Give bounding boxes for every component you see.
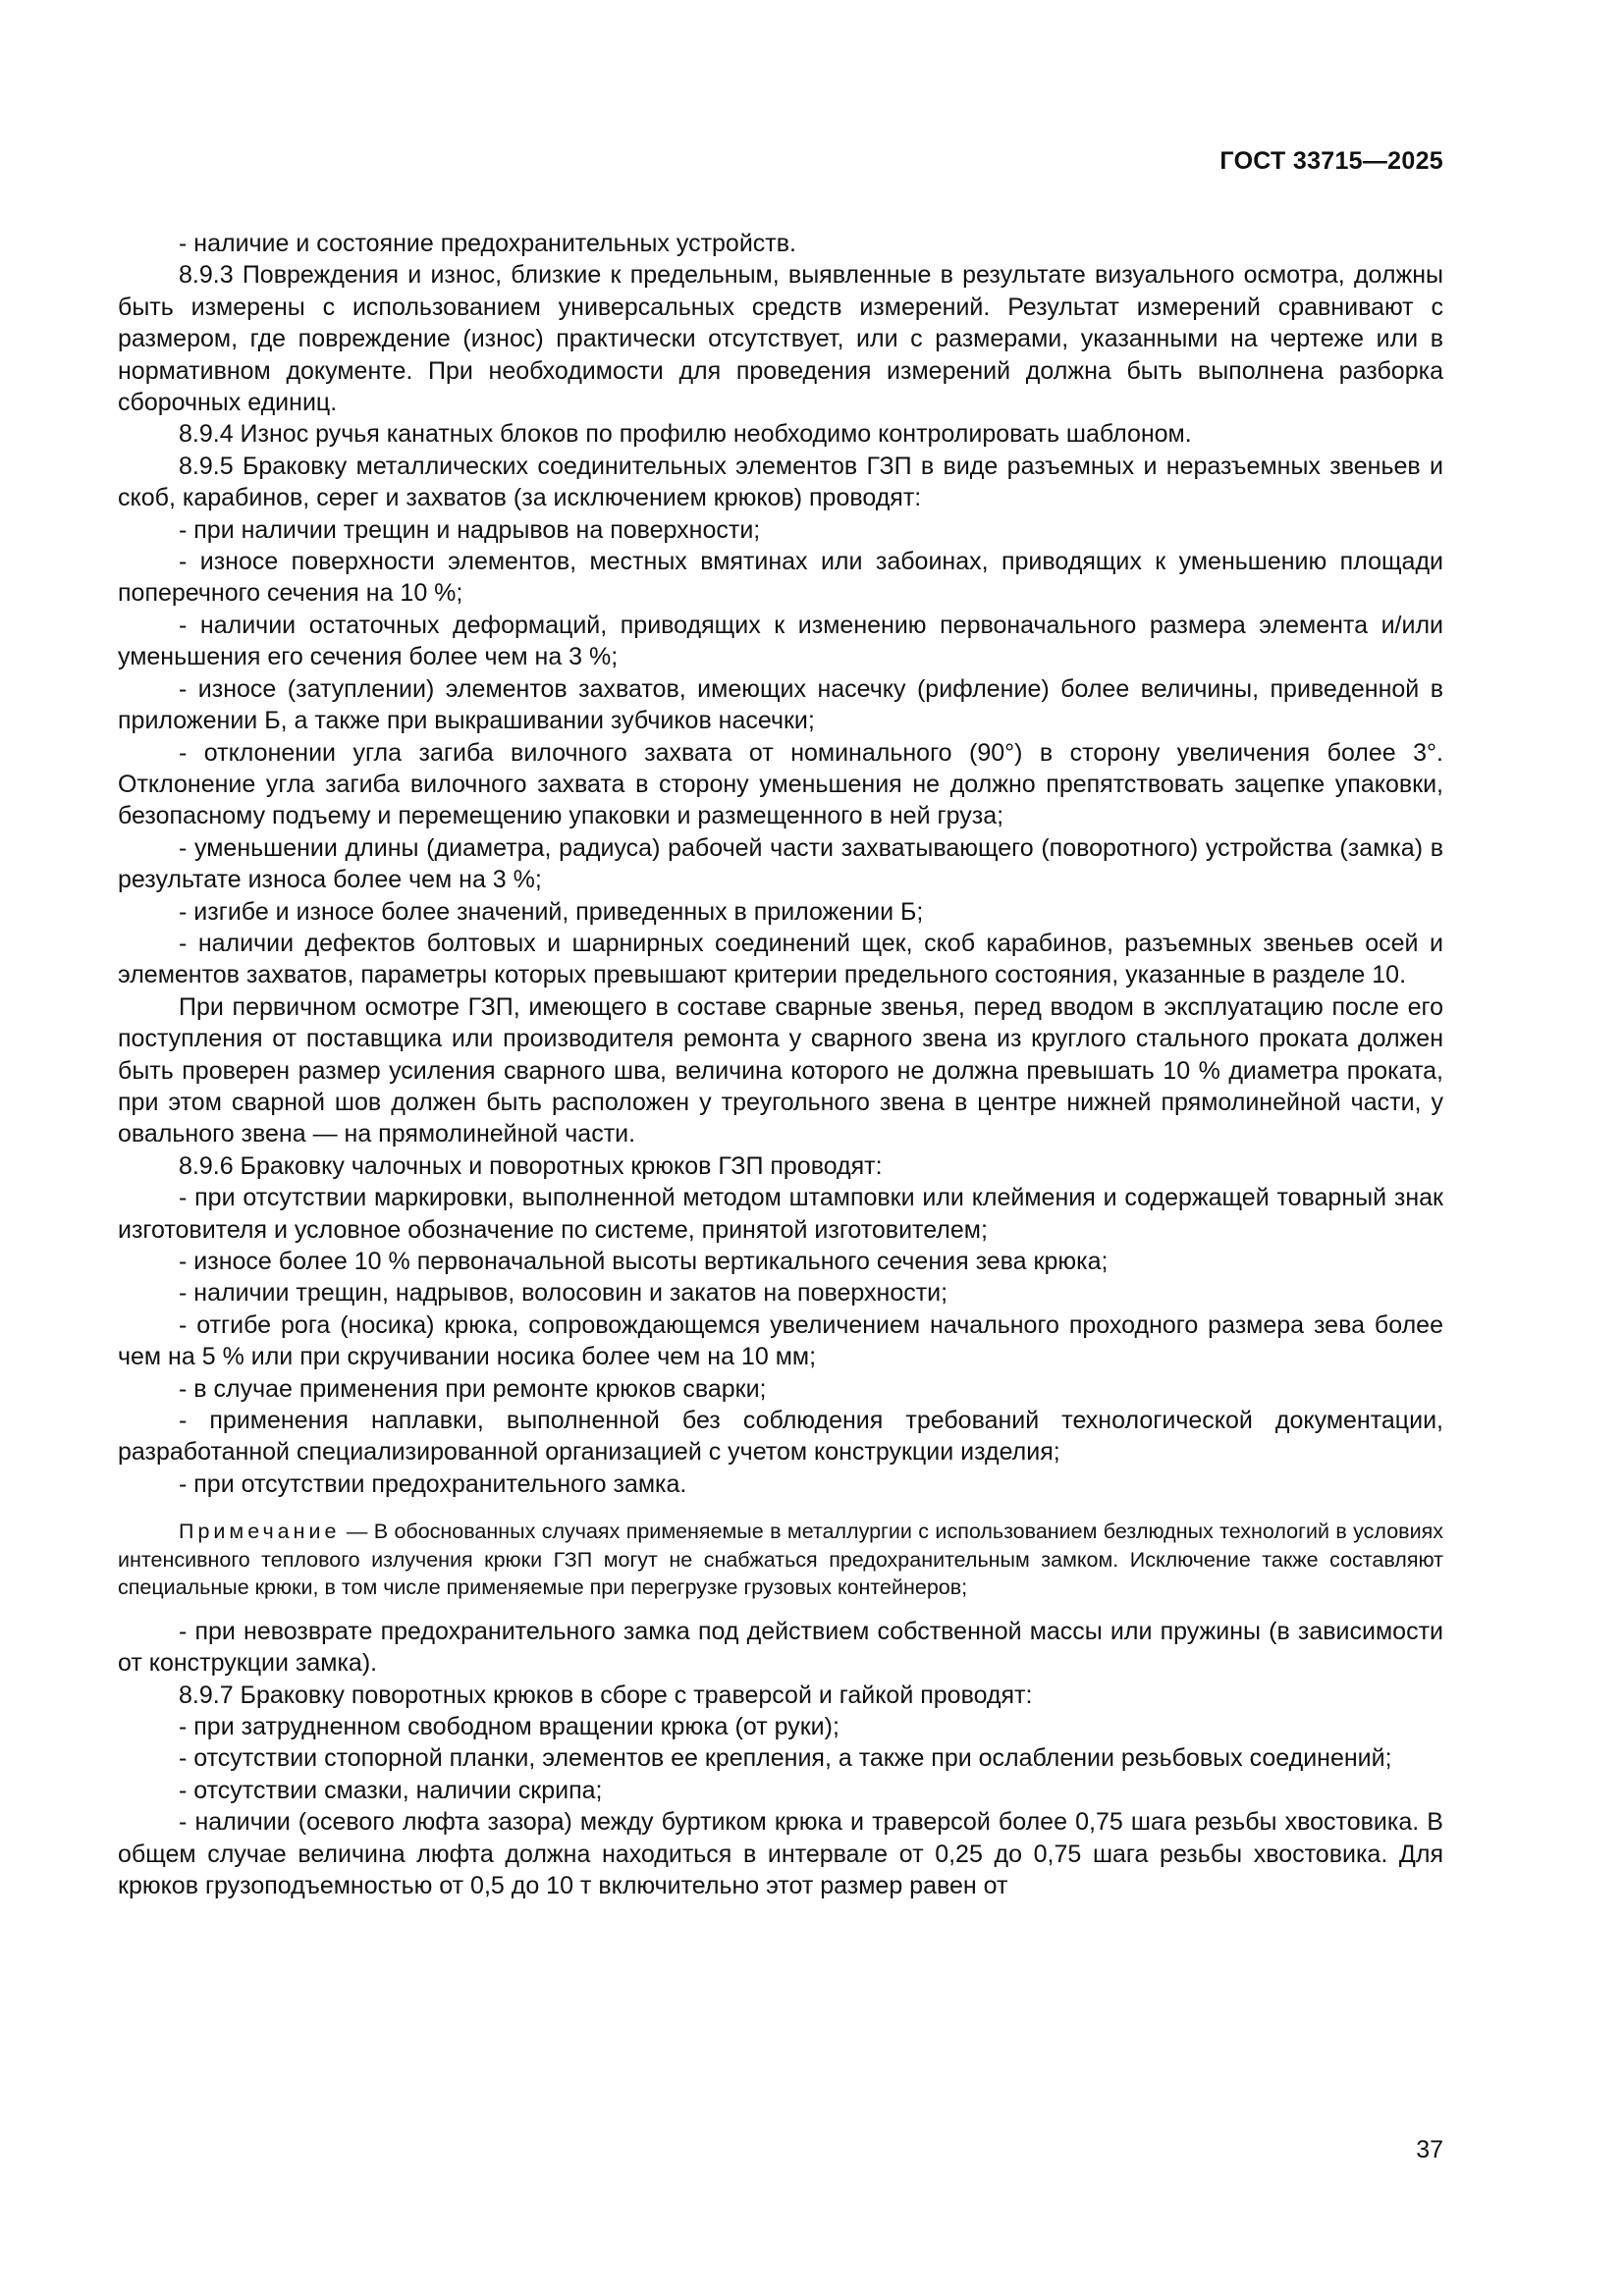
paragraph: - наличие и состояние предохранительных устройств. [179,230,796,257]
note-paragraph [118,1518,1443,1602]
paragraph: 8.9.5 Браковку металлических соединительных элементов ГЗП в виде разъемных и неразъемных звеньев и скоб, карабинов, серег и захватов (за исключением крюков) проводят: [118,452,1443,512]
paragraph: - отгибе рога (носика) крюка, сопровождающемся увеличением начального проходного размера зева более чем на 5 % или при скручивании носика более чем на 10 мм; [118,1310,1443,1371]
note-block [118,1518,1443,1602]
document-id-header: ГОСТ 33715—2025 [1219,147,1443,175]
paragraph: - применения наплавки, выполненной без соблюдения требований технологической документации, разработанной специализированной организацией с учетом конструкции изделия; [118,1407,1443,1467]
page-number: 37 [1416,2136,1443,2163]
paragraph: 8.9.7 Браковку поворотных крюков в сборе с траверсой и гайкой проводят: [179,1681,1033,1709]
paragraph: - наличии (осевого люфта зазора) между буртиком крюка и траверсой более 0,75 шага резьбы хвостовика. В общем случае величина люфта должна находиться в интервале от 0,25 до 0,75 шага резьбы хвостовика. Для крюков грузоподъемностью от 0,5 до 10 т включительно этот размер равен от [118,1808,1443,1899]
paragraph: При первичном осмотре ГЗП, имеющего в составе сварные звенья, перед вводом в эксплуатацию после его поступления от поставщика или производителя ремонта у сварного звена из круглого стального проката должен быть проверен размер усиления сварного шва, величина которого не должна превышать 10 % диаметра проката, при этом сварной шов должен быть расположен у треугольного звена в центре нижней прямолинейной части, у овального звена — на прямолинейной части. [118,992,1443,1148]
paragraph: - отклонении угла загиба вилочного захвата от номинального (90°) в сторону увеличения более 3°. Отклонение угла загиба вилочного захвата в сторону уменьшения не должно препятствовать зацепке упаковки, безопасному подъему и перемещению упаковки и размещенного в ней груза; [118,738,1443,830]
paragraph: - наличии дефектов болтовых и шарнирных соединений щек, скоб карабинов, разъемных звеньев осей и элементов захватов, параметры которых превышают критерии предельного состояния, указанные в разделе 10. [118,929,1443,989]
paragraph: - отсутствии стопорной планки, элементов ее крепления, а также при ослаблении резьбовых соединений; [179,1744,1392,1773]
paragraph: - при отсутствии предохранительного замка. [179,1469,687,1498]
body-text [118,228,1443,1901]
paragraph: - в случае применения при ремонте крюков сварки; [179,1374,767,1403]
paragraph: - при невозврате предохранительного замка под действием собственной массы или пружины (в зависимости от конструкции замка). [118,1617,1443,1678]
paragraph: - при отсутствии маркировки, выполненной методом штамповки или клеймения и содержащей товарный знак изготовителя и условное обозначение по системе, принятой изготовителем; [118,1184,1443,1244]
note-label: Примечание [179,1520,341,1544]
paragraph: - при наличии трещин и надрывов на поверхности; [179,515,761,544]
paragraph: - наличии остаточных деформаций, приводящих к изменению первоначального размера элемента и/или уменьшения его сечения более чем на 3 %; [118,611,1443,671]
paragraph: - при затрудненном свободном вращении крюка (от руки); [179,1712,839,1740]
paragraph: 8.9.4 Износ ручья канатных блоков по профилю необходимо контролировать шаблоном. [179,420,1192,449]
note-text: — В обоснованных случаях применяемые в металлургии с использованием безлюдных технологий в условиях интенсивного теплового излучения крюки ГЗП могут не снабжаться предохранительным замком. Исключение также составляют специальные крюки, в том числе применяемые при перегрузке грузовых контейнеров; [118,1520,1443,1600]
paragraph: 8.9.6 Браковку чалочных и поворотных крюков ГЗП проводят: [179,1151,883,1180]
paragraph: - износе (затуплении) элементов захватов, имеющих насечку (рифление) более величины, приведенной в приложении Б, а также при выкрашивании зубчиков насечки; [118,674,1443,735]
paragraph: - износе поверхности элементов, местных вмятинах или забоинах, приводящих к уменьшению площади поперечного сечения на 10 %; [118,548,1443,608]
paragraph: - уменьшении длины (диаметра, радиуса) рабочей части захватывающего (поворотного) устройства (замка) в результате износа более чем на 3 %; [118,833,1443,894]
paragraph: - наличии трещин, надрывов, волосовин и закатов на поверхности; [179,1279,948,1308]
paragraph: - изгибе и износе более значений, приведенных в приложении Б; [179,897,924,926]
paragraph: 8.9.3 Повреждения и износ, близкие к предельным, выявленные в результате визуального осмотра, должны быть измерены с использованием универсальных средств измерений. Результат измерений сравнивают с размером, где повреждение (износ) практически отсутствует, или с размерами, указанными на чертеже или в нормативном документе. При необходимости для проведения измерений должна быть выполнена разборка сборочных единиц. [118,261,1443,417]
paragraph: - отсутствии смазки, наличии скрипа; [179,1776,603,1804]
paragraph: - износе более 10 % первоначальной высоты вертикального сечения зева крюка; [179,1248,1109,1275]
